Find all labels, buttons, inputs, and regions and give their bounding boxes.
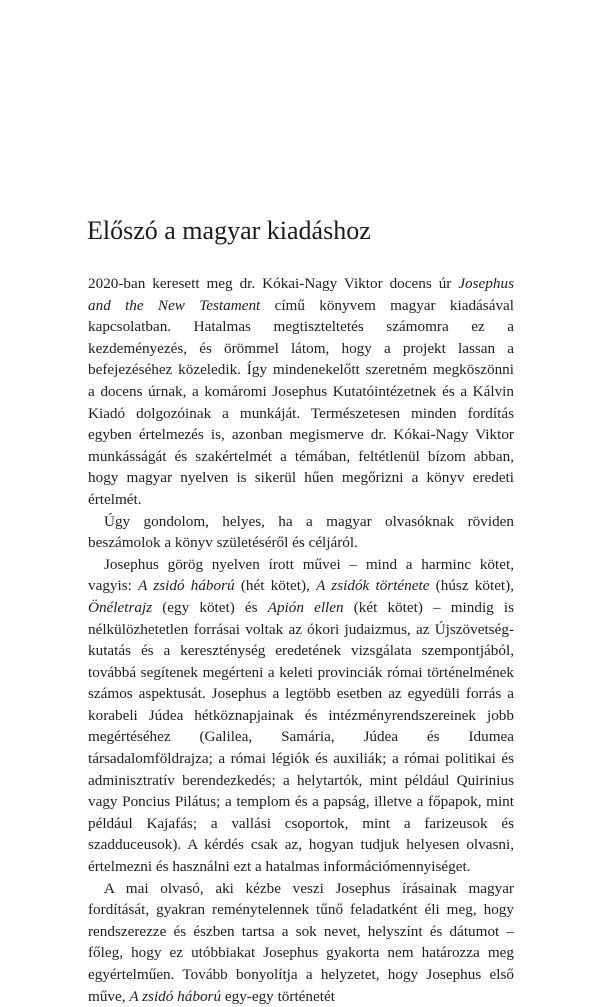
italic-title-run: A zsidó háború [138, 577, 235, 595]
text-run: (egy kötet) és [152, 598, 268, 616]
italic-title-run: Apión ellen [267, 598, 344, 616]
text-run: (húsz kötet), [429, 577, 515, 595]
italic-title-run: Önéletrajz [88, 598, 153, 616]
paragraph-4 [88, 878, 514, 1007]
text-run: (hét kötet), [234, 577, 317, 595]
paragraph-1 [88, 273, 514, 511]
chapter-title: Előszó a magyar kiadáshoz [87, 216, 371, 245]
paragraph-2 [88, 511, 514, 554]
body-text [88, 273, 514, 1007]
text-run: A mai olvasó, aki kézbe veszi Josephus írásainak magyar fordítását, gyakran reménytelennek tűnő feladatként éli meg, hogy rendszerezze és észben tartsa a sok nevet, helyszínt és dátumot – főleg, hogy ez utóbbiakat Josephus gyakorta nem határozza meg egyértelműen. Tovább bonyolítja a helyzetet, hogy Josephus első műve, [88, 879, 514, 1005]
text-run: (két kötet) – mindig is nélkülözhetetlen forrásai voltak az ókori judaizmus, az Újszövetség-kutatás és a kereszténység eredetének vizsgálata szempontjából, továbbá segítenek megérteni a keleti provinciák római történelmének számos aspektusát. Josephus a legtöbb esetben az egyedüli forrás a korabeli Júdea hétköznapjainak és intézményrendszereinek jobb megértéséhez (Galilea, Samária, Júdea és Idumea társadalomföldrajza; a római légiók és auxiliák; a római politikai és adminisztratív berendezkedés; a helytartók, mint például Quirinius vagy Poncius Pilátus; a templom és a papság, illetve a főpapok, mint például Kajafás; a vallási csoportok, mint a farizeusok és szadduceusok). A kérdés csak az, hogyan tudjuk helyesen olvasni, értelmezni és használni ezt a hatalmas információmennyiséget. [88, 598, 515, 876]
text-run: című könyvem magyar kiadásával kapcsolatban. Hatalmas megtiszteltetés számomra ez a kezdeményezés, és örömmel látom, hogy a projekt lassan a befejezéséhez közeledik. Így mindenekelőtt szeretném megköszönni a docens úrnak, a komáromi Josephus Kutatóintézetnek és a Kálvin Kiadó dolgozóinak a munkáját. Természetesen minden fordítás egyben értelmezés is, azonban megismerve dr. Kókai-Nagy Viktor munkásságát és szakértelmét a témában, feltétlenül bízom abban, hogy magyar nyelven is sikerül hűen megőrizni a könyv eredeti értelmét. [88, 296, 515, 508]
paragraph-3 [88, 554, 514, 878]
text-run: egy-egy történetét [221, 987, 335, 1005]
text-run: Josephus görög nyelven írott művei – mind a harminc kötet, vagyis: [88, 555, 514, 595]
italic-title-run: Josephus and the New Testament [88, 275, 514, 314]
text-run: Úgy gondolom, helyes, ha a magyar olvasóknak röviden beszámolok a könyv születéséről és céljáról. [88, 512, 514, 552]
italic-title-run: A zsidók története [316, 577, 430, 595]
text-run: 2020-ban keresett meg dr. Kókai-Nagy Viktor docens úr [88, 275, 459, 292]
italic-title-run: A zsidó háború [129, 987, 222, 1005]
